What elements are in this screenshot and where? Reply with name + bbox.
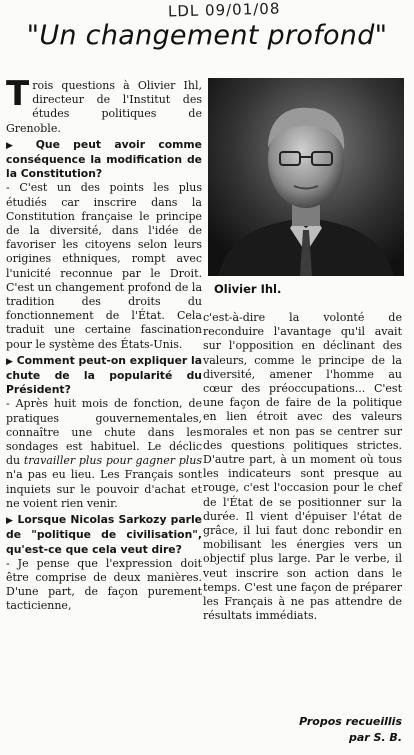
credit-line-1: Propos recueillis	[299, 715, 402, 728]
credit-line-2: par S. B.	[348, 731, 402, 744]
intro-paragraph: Trois questions à Olivier Ihl, directeur de l'Institut des études politiques de Grenoble.	[6, 74, 202, 135]
answer-3-part1: - Je pense que l'expression doit être comprise de deux manières. D'une part, de façon purement tacticienne,	[6, 556, 202, 613]
article-column-right	[203, 311, 402, 623]
triangle-bullet-icon: ▶	[6, 516, 14, 527]
date-stamp: LDL 09/01/08	[167, 0, 281, 21]
answer-3-part2: c'est-à-dire la volonté de reconduire l'avantage qu'il avait sur l'opposition en déclinant des valeurs, comme le principe de la diversité, amener l'homme au cœur des préoccupations... C'est une façon de faire de la politique en lien étroit avec des valeurs morales et non pas se centrer sur des questions politiques strictes. D'autre part, à un moment où tous les indicateurs sont presque au rouge, c'est l'occasion pour le chef de l'État de se positionner sur la durée. Il vient d'épuiser l'état de grâce, il lui faut donc rebondir en mobilisant les énergies vers un objectif plus large. Par le verbe, il veut inscrire son action dans le temps. C'est une façon de préparer les Français à ne pas attendre de résultats immédiats.	[203, 311, 402, 623]
slogan-italic: travailler plus pour gagner plus	[23, 454, 202, 468]
answer-2: - Après huit mois de fonction, de pratiques gouvernementales, connaître une chute dans les sondages est habituel. Le déclic du travailler plus pour gagner plus n'a pas eu lieu. Les Français sont inquiets sur le pouvoir d'achat et ne voient rien venir.	[6, 397, 202, 510]
article-headline: "Un changement profond"	[26, 20, 388, 51]
triangle-bullet-icon: ▶	[6, 140, 23, 151]
question-1: ▶ Que peut avoir comme conséquence la modification de la Constitution?	[6, 137, 202, 181]
answer-1: - C'est un des points les plus étudiés car inscrire dans la Constitution française le principe de la diversité, dans l'idée de favoriser les citoyens selon leurs origines ethniques, rompt avec l'unicité reconnue par le Droit. C'est un changement profond de la tradition des droits du fonctionnement de l'État. Cela traduit une certaine fascination pour le système des États-Unis.	[6, 181, 202, 351]
portrait-photo	[208, 78, 404, 276]
triangle-bullet-icon: ▶	[6, 356, 13, 367]
question-2: ▶ Comment peut-on expliquer la chute de la popularité du Président?	[6, 353, 202, 397]
drop-cap: T	[6, 74, 30, 114]
question-3: ▶ Lorsque Nicolas Sarkozy parle de "politique de civilisation", qu'est-ce que cela veut dire?	[6, 513, 202, 556]
article-column-left	[6, 74, 202, 614]
photo-caption: Olivier Ihl.	[214, 282, 282, 296]
